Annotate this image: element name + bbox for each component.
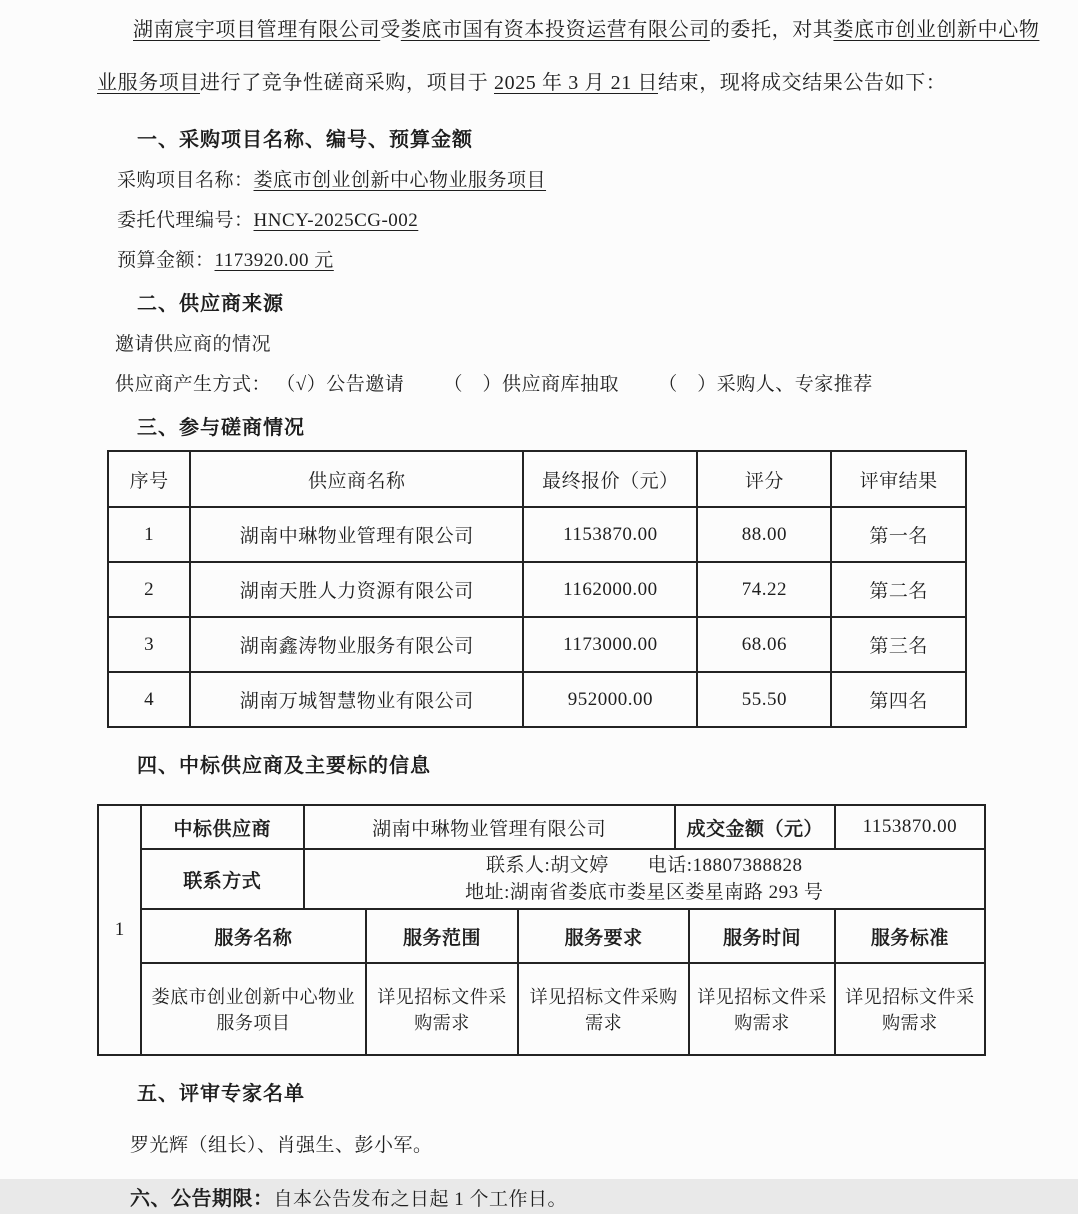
- evaluation-result: 第四名: [831, 672, 966, 727]
- checkbox-checked: （√）: [276, 374, 327, 395]
- experts-list: 罗光辉（组长）、肖强生、彭小军。: [130, 1135, 433, 1156]
- service-value-row: [142, 964, 984, 1054]
- section-6-heading: 六、公告期限：: [130, 1188, 274, 1210]
- service-header-row: [142, 910, 984, 964]
- table-header-row: [108, 451, 966, 507]
- evaluation-result: 第三名: [831, 617, 966, 672]
- row-seq: 1: [108, 507, 190, 562]
- purchaser-name: 娄底市国有资本投资运营有限公司: [400, 19, 710, 41]
- row-seq: 3: [108, 617, 190, 672]
- table-row: [108, 672, 966, 727]
- winner-row: [142, 806, 984, 850]
- section-5-heading: 五、评审专家名单: [137, 1083, 305, 1105]
- project-name-part1: 娄底市创业创新中心物: [833, 19, 1040, 41]
- intro-line-2: 业服务项目进行了竞争性磋商采购，项目于 2025 年 3 月 21 日结束，现将成交结果公告如下：: [97, 72, 947, 94]
- supplier-name: 湖南鑫涛物业服务有限公司: [190, 617, 523, 672]
- service-name-header: 服务名称: [142, 910, 367, 962]
- row-seq: 4: [108, 672, 190, 727]
- project-name-field: [117, 167, 1050, 194]
- budget-label: 预算金额：: [117, 250, 215, 271]
- option-public-invitation: （√）公告邀请: [276, 374, 405, 395]
- final-price: 1173000.00: [523, 617, 697, 672]
- service-standard-value: 详见招标文件采购需求: [845, 987, 975, 1033]
- agency-name: 湖南宸宇项目管理有限公司: [133, 19, 381, 41]
- supplier-name: 湖南天胜人力资源有限公司: [190, 562, 523, 617]
- service-requirement-value: 详见招标文件采购需求: [519, 964, 690, 1054]
- service-requirement-header: 服务要求: [519, 910, 690, 962]
- service-scope-header: 服务范围: [367, 910, 519, 962]
- contact-label: 联系方式: [142, 850, 305, 908]
- header-score: 评分: [697, 451, 831, 507]
- score: 68.06: [697, 617, 831, 672]
- evaluation-result: 第二名: [831, 562, 966, 617]
- section-1-heading: 一、采购项目名称、编号、预算金额: [137, 129, 473, 151]
- section-4-heading: 四、中标供应商及主要标的信息: [137, 755, 431, 777]
- agent-number-label: 委托代理编号：: [117, 210, 254, 231]
- notice-period-line: [130, 1185, 1050, 1214]
- end-date: 2025 年 3 月 21 日: [494, 72, 658, 94]
- table-row: [108, 617, 966, 672]
- supplier-name: 湖南中琳物业管理有限公司: [190, 507, 523, 562]
- amount-value: 1153870.00: [862, 816, 958, 837]
- budget-value: 1173920.00 元: [214, 250, 334, 271]
- header-result: 评审结果: [831, 451, 966, 507]
- service-time-header: 服务时间: [690, 910, 836, 962]
- contact-row: [142, 850, 984, 910]
- amount-label: 成交金额（元）: [676, 806, 836, 848]
- service-name-value: 娄底市创业创新中心物业服务项目: [142, 964, 367, 1054]
- agent-number-field: [117, 207, 1050, 234]
- contact-address: 地址:湖南省娄底市娄星区娄星南路 293 号: [465, 882, 824, 903]
- winner-info-table: [97, 804, 986, 1056]
- contact-info: [305, 850, 985, 908]
- score: 74.22: [697, 562, 831, 617]
- supplier-method-line: [115, 371, 1050, 398]
- option-recommendation: （ ）采购人、专家推荐: [658, 374, 873, 395]
- section-2-heading: 二、供应商来源: [137, 293, 284, 315]
- checkbox-unchecked-1: （ ）: [443, 374, 502, 395]
- final-price: 1162000.00: [523, 562, 697, 617]
- score: 88.00: [697, 507, 831, 562]
- negotiation-table: [107, 450, 967, 728]
- section-3-heading: 三、参与磋商情况: [137, 417, 305, 439]
- winner-label: 中标供应商: [142, 806, 305, 848]
- supplier-name: 湖南万城智慧物业有限公司: [190, 672, 523, 727]
- table-row: [108, 562, 966, 617]
- option-supplier-pool: （ ）供应商库抽取: [443, 374, 619, 395]
- service-scope-value: 详见招标文件采购需求: [367, 964, 519, 1054]
- intro-paragraph: [97, 4, 1050, 110]
- row-seq: 2: [108, 562, 190, 617]
- notice-period-text: 自本公告发布之日起 1 个工作日。: [273, 1189, 568, 1210]
- budget-field: [117, 247, 1050, 274]
- intro-line-1: 湖南宸宇项目管理有限公司受娄底市国有资本投资运营有限公司的委托，对其娄底市创业创新中心物: [133, 19, 1040, 41]
- winner-row-index: 1: [99, 806, 142, 1054]
- evaluation-result: 第一名: [831, 507, 966, 562]
- service-time-value: 详见招标文件采购需求: [690, 964, 836, 1054]
- checkbox-unchecked-2: （ ）: [658, 374, 717, 395]
- winner-value: 湖南中琳物业管理有限公司: [305, 806, 676, 848]
- final-price: 1153870.00: [523, 507, 697, 562]
- table-row: [108, 507, 966, 562]
- header-supplier: 供应商名称: [190, 451, 523, 507]
- project-name-label: 采购项目名称：: [117, 170, 254, 191]
- project-name-part2: 业服务项目: [97, 72, 200, 94]
- invite-status-line: 邀请供应商的情况: [115, 334, 272, 355]
- agent-number-value: HNCY-2025CG-002: [253, 210, 419, 231]
- header-price: 最终报价（元）: [523, 451, 697, 507]
- score: 55.50: [697, 672, 831, 727]
- project-name-value: 娄底市创业创新中心物业服务项目: [253, 170, 547, 191]
- final-price: 952000.00: [523, 672, 697, 727]
- service-standard-header: 服务标准: [870, 927, 949, 949]
- method-label: 供应商产生方式：: [115, 374, 272, 395]
- contact-person-phone: 联系人:胡文婷 电话:18807388828: [485, 855, 803, 876]
- header-seq: 序号: [108, 451, 190, 507]
